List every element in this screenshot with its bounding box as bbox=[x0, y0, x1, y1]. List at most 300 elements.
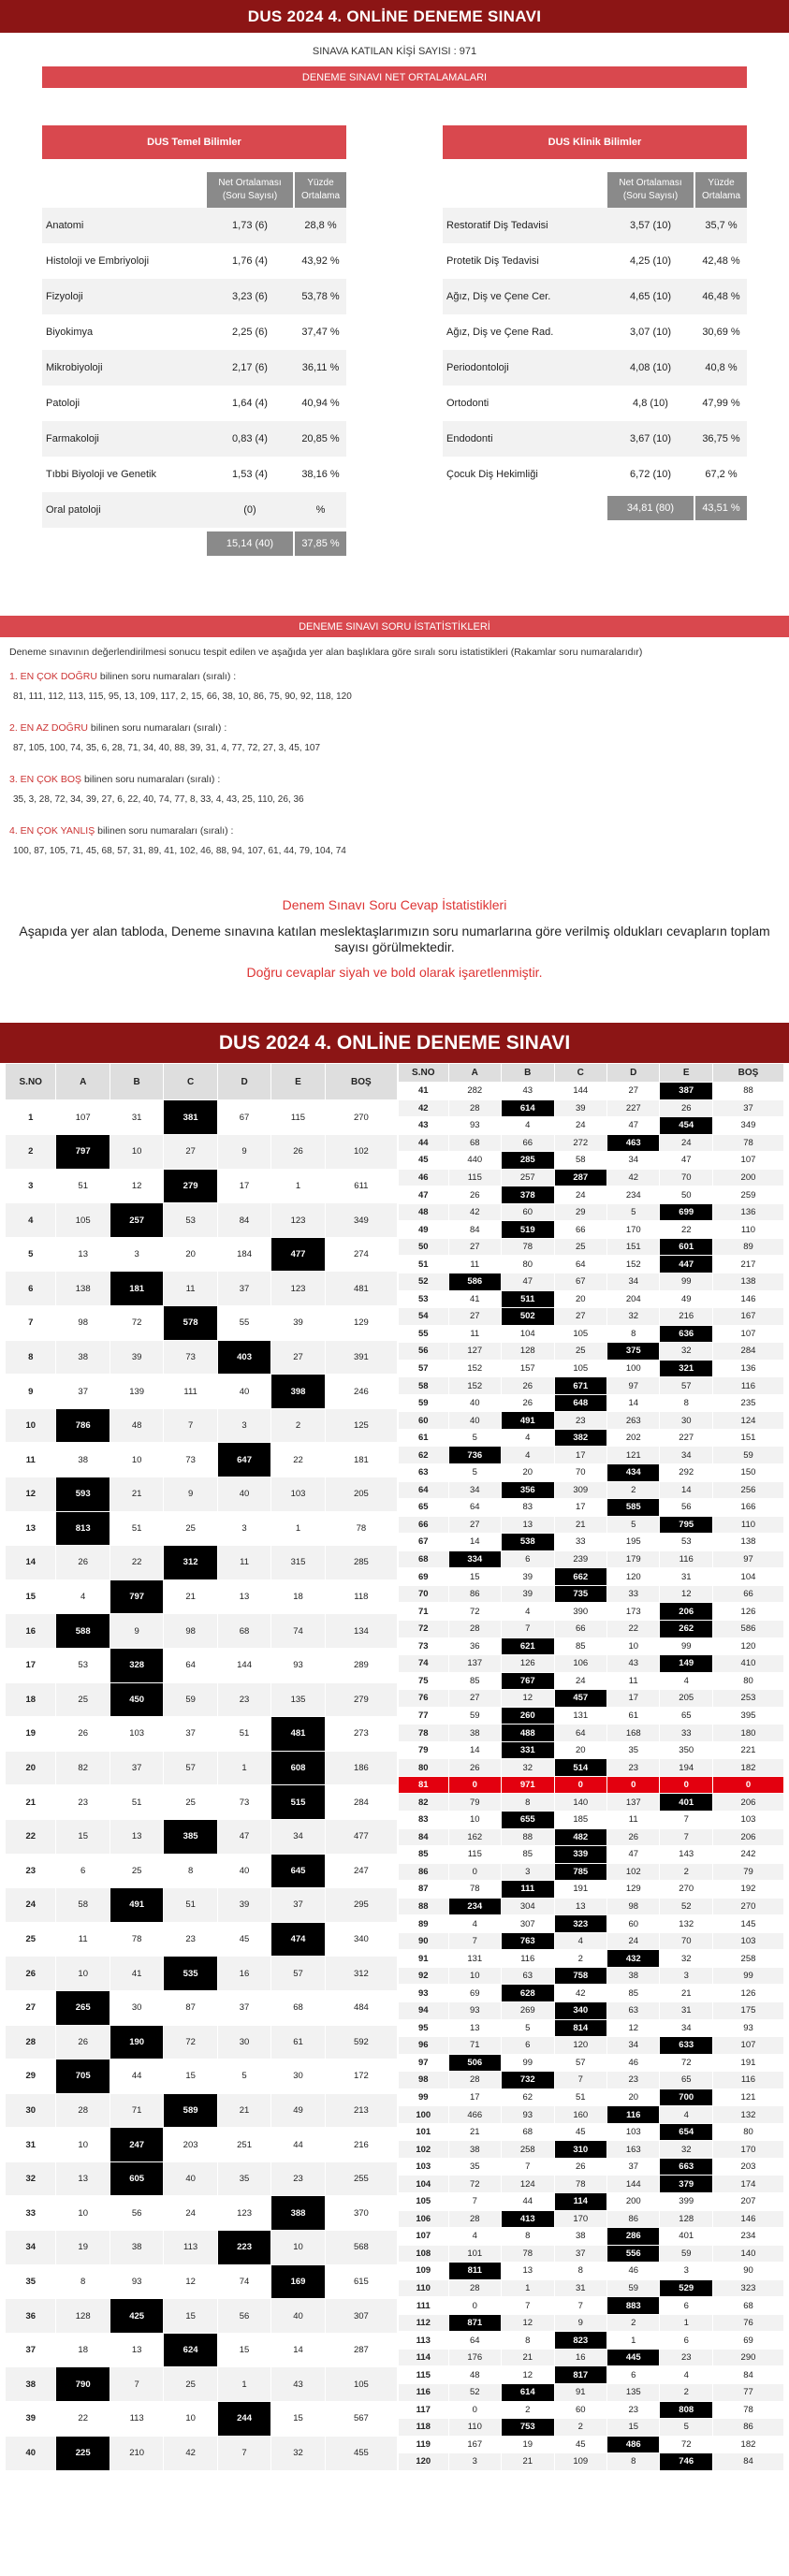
table-row bbox=[6, 1135, 398, 1170]
answer-count-e: 315 bbox=[271, 1546, 325, 1580]
question-number: 49 bbox=[399, 1221, 449, 1239]
table-row bbox=[399, 1377, 784, 1395]
answer-count-c: 21 bbox=[554, 1516, 606, 1534]
answer-count-c: 312 bbox=[164, 1546, 217, 1580]
net-average: 2,25 (6) bbox=[232, 327, 268, 338]
stat-heading-sub: bilinen soru numaraları (sıralı) : bbox=[81, 774, 221, 785]
answer-count-a: 26 bbox=[56, 2025, 110, 2059]
blank-count: 103 bbox=[712, 1811, 783, 1828]
table-row bbox=[399, 1238, 784, 1256]
table-row bbox=[399, 1967, 784, 1985]
question-number: 94 bbox=[399, 2001, 449, 2019]
table-row bbox=[399, 2001, 784, 2019]
answer-count-c: 382 bbox=[554, 1429, 606, 1447]
answer-count-c: 40 bbox=[164, 2161, 217, 2196]
table-row bbox=[399, 1672, 784, 1690]
blank-count: 259 bbox=[712, 1186, 783, 1204]
answer-count-a: 105 bbox=[56, 1203, 110, 1238]
answer-count-a: 107 bbox=[56, 1100, 110, 1135]
table-row bbox=[6, 1100, 398, 1135]
table-row bbox=[399, 2314, 784, 2332]
answer-count-e: 4 bbox=[660, 2106, 712, 2124]
answer-count-d: 179 bbox=[607, 1550, 660, 1568]
answer-count-d: 170 bbox=[607, 1221, 660, 1239]
answer-count-e: 601 bbox=[660, 1238, 712, 1256]
answer-count-b: 43 bbox=[502, 1083, 554, 1100]
blank-count: 105 bbox=[325, 2367, 397, 2402]
blank-count: 68 bbox=[712, 2297, 783, 2315]
subject-name: Tıbbi Biyoloji ve Genetik bbox=[46, 469, 156, 480]
blank-count: 99 bbox=[712, 1967, 783, 1985]
answer-count-d: 7 bbox=[217, 2436, 270, 2470]
question-number: 24 bbox=[6, 1888, 56, 1923]
table-row bbox=[399, 1620, 784, 1637]
answer-count-d: 23 bbox=[607, 2072, 660, 2089]
blank-count: 284 bbox=[712, 1343, 783, 1361]
table-row bbox=[6, 1203, 398, 1238]
answer-count-b: 80 bbox=[502, 1256, 554, 1273]
blank-count: 205 bbox=[325, 1477, 397, 1512]
table-row bbox=[6, 2196, 398, 2231]
question-number: 82 bbox=[399, 1794, 449, 1812]
question-number: 20 bbox=[6, 1751, 56, 1785]
answer-count-c: 758 bbox=[554, 1967, 606, 1985]
column-header: E bbox=[271, 1064, 325, 1100]
answer-count-d: 14 bbox=[607, 1394, 660, 1412]
answer-count-e: 1 bbox=[660, 2314, 712, 2332]
question-number: 72 bbox=[399, 1620, 449, 1637]
answer-count-e: 135 bbox=[271, 1682, 325, 1717]
answer-count-a: 138 bbox=[56, 1272, 110, 1306]
blank-count: 567 bbox=[325, 2402, 397, 2437]
answer-count-a: 10 bbox=[448, 1811, 501, 1828]
question-number: 106 bbox=[399, 2210, 449, 2228]
table-row bbox=[6, 1443, 398, 1477]
answer-count-c: 323 bbox=[554, 1915, 606, 1933]
blank-count: 258 bbox=[712, 1950, 783, 1968]
blank-count: 175 bbox=[712, 2001, 783, 2019]
answer-count-c: 53 bbox=[164, 1203, 217, 1238]
answer-count-b: 5 bbox=[502, 2019, 554, 2037]
answer-count-d: 13 bbox=[217, 1579, 270, 1614]
answer-count-d: 43 bbox=[607, 1655, 660, 1673]
answer-count-c: 37 bbox=[554, 2245, 606, 2263]
stat-question-list: 87, 105, 100, 74, 35, 6, 28, 71, 34, 40, 88, 39, 31, 4, 77, 72, 27, 3, 45, 107 bbox=[13, 743, 321, 753]
answer-count-c: 310 bbox=[554, 2141, 606, 2159]
percent-average-header: Yüzde Ortalama bbox=[695, 172, 747, 208]
answer-count-d: 56 bbox=[217, 2299, 270, 2334]
answer-count-b: 269 bbox=[502, 2001, 554, 2019]
table-row bbox=[6, 1957, 398, 1991]
table-row bbox=[399, 1603, 784, 1621]
answer-count-e: 149 bbox=[660, 1655, 712, 1673]
answer-count-b: 307 bbox=[502, 1915, 554, 1933]
stat-heading-key: 2. EN AZ DOĞRU bbox=[9, 722, 89, 734]
answer-count-c: 39 bbox=[554, 1099, 606, 1117]
table-header-row bbox=[6, 1064, 398, 1100]
answer-count-b: 753 bbox=[502, 2419, 554, 2437]
table-row bbox=[399, 2349, 784, 2366]
answer-count-a: 64 bbox=[448, 1499, 501, 1517]
answer-count-d: 34 bbox=[607, 2037, 660, 2055]
answer-count-b: 83 bbox=[502, 1499, 554, 1517]
table-row bbox=[399, 1464, 784, 1482]
question-number: 75 bbox=[399, 1672, 449, 1690]
subject-name: Oral patoloji bbox=[46, 504, 101, 516]
stats-band-label: DENEME SINAVI SORU İSTATİSTİKLERİ bbox=[299, 620, 490, 633]
table-row bbox=[399, 2245, 784, 2263]
answer-count-a: 48 bbox=[448, 2366, 501, 2384]
answer-count-e: 292 bbox=[660, 1464, 712, 1482]
table-row bbox=[399, 2297, 784, 2315]
blank-count: 287 bbox=[325, 2333, 397, 2367]
question-number: 36 bbox=[6, 2299, 56, 2334]
table-row bbox=[399, 1516, 784, 1534]
answer-count-d: 184 bbox=[217, 1237, 270, 1272]
average-row bbox=[443, 279, 747, 314]
temel-total bbox=[42, 531, 346, 556]
blank-count: 253 bbox=[712, 1690, 783, 1708]
answer-count-e: 608 bbox=[271, 1751, 325, 1785]
blank-count: 0 bbox=[712, 1776, 783, 1794]
question-number: 40 bbox=[6, 2436, 56, 2470]
average-row bbox=[443, 243, 747, 279]
answer-count-a: 78 bbox=[448, 1881, 501, 1899]
answer-count-a: 58 bbox=[56, 1888, 110, 1923]
question-number: 117 bbox=[399, 2401, 449, 2419]
answer-count-a: 41 bbox=[448, 1290, 501, 1308]
answer-count-d: 35 bbox=[607, 1741, 660, 1759]
answer-count-a: 36 bbox=[448, 1637, 501, 1655]
answer-count-a: 28 bbox=[448, 2072, 501, 2089]
table-row bbox=[399, 2072, 784, 2089]
blank-count: 97 bbox=[712, 1550, 783, 1568]
question-number: 35 bbox=[6, 2264, 56, 2299]
answer-count-c: 78 bbox=[554, 2176, 606, 2193]
answer-table-right bbox=[398, 1063, 784, 2471]
table-row bbox=[399, 1585, 784, 1603]
answer-count-b: 139 bbox=[110, 1375, 163, 1409]
question-number: 118 bbox=[399, 2419, 449, 2437]
klinik-total-net: 34,81 (80) bbox=[607, 496, 694, 520]
average-row bbox=[42, 243, 346, 279]
answer-count-b: 78 bbox=[502, 2245, 554, 2263]
answer-count-d: 163 bbox=[607, 2141, 660, 2159]
stat-heading-sub: bilinen soru numaraları (sıralı) : bbox=[95, 825, 234, 837]
question-number: 13 bbox=[6, 1511, 56, 1546]
answer-count-e: 270 bbox=[660, 1881, 712, 1899]
answer-count-e: 654 bbox=[660, 2123, 712, 2141]
blank-count: 207 bbox=[712, 2193, 783, 2211]
question-number: 43 bbox=[399, 1117, 449, 1135]
table-row bbox=[6, 1408, 398, 1443]
answer-count-e: 123 bbox=[271, 1272, 325, 1306]
blank-count: 90 bbox=[712, 2263, 783, 2280]
answer-count-c: 589 bbox=[164, 2093, 217, 2128]
answer-count-e: 116 bbox=[660, 1550, 712, 1568]
question-number: 33 bbox=[6, 2196, 56, 2231]
answer-count-e: 379 bbox=[660, 2176, 712, 2193]
answer-count-c: 17 bbox=[554, 1447, 606, 1464]
blank-count: 481 bbox=[325, 1272, 397, 1306]
table-row bbox=[399, 1759, 784, 1777]
question-number: 98 bbox=[399, 2072, 449, 2089]
answer-count-b: 72 bbox=[110, 1306, 163, 1341]
answer-count-a: 37 bbox=[56, 1375, 110, 1409]
answer-count-e: 40 bbox=[271, 2299, 325, 2334]
answer-count-b: 51 bbox=[110, 1511, 163, 1546]
table-row bbox=[399, 1846, 784, 1864]
answer-count-e: 34 bbox=[660, 1447, 712, 1464]
table-row bbox=[6, 2093, 398, 2128]
answer-count-c: 45 bbox=[554, 2436, 606, 2453]
answer-count-b: 38 bbox=[110, 2231, 163, 2265]
question-number: 110 bbox=[399, 2279, 449, 2297]
answer-count-a: 64 bbox=[448, 2332, 501, 2350]
blank-count: 116 bbox=[712, 2072, 783, 2089]
answer-count-d: 59 bbox=[607, 2279, 660, 2297]
answer-count-b: 104 bbox=[502, 1325, 554, 1343]
answer-count-e: 1 bbox=[271, 1511, 325, 1546]
table-row bbox=[399, 1915, 784, 1933]
klinik-rows bbox=[443, 208, 747, 492]
answer-count-e: 57 bbox=[660, 1377, 712, 1395]
answer-count-a: 38 bbox=[56, 1340, 110, 1375]
answer-count-b: 491 bbox=[110, 1888, 163, 1923]
answer-count-c: 24 bbox=[554, 1117, 606, 1135]
answer-count-a: 282 bbox=[448, 1083, 501, 1100]
question-number: 120 bbox=[399, 2453, 449, 2471]
answer-count-d: 34 bbox=[607, 1152, 660, 1170]
question-number: 10 bbox=[6, 1408, 56, 1443]
blank-count: 270 bbox=[712, 1898, 783, 1915]
blank-count: 246 bbox=[325, 1375, 397, 1409]
answer-count-b: 93 bbox=[110, 2264, 163, 2299]
column-header: D bbox=[607, 1064, 660, 1083]
answer-count-c: 390 bbox=[554, 1603, 606, 1621]
answer-count-d: 227 bbox=[607, 1099, 660, 1117]
answer-count-d: 67 bbox=[217, 1100, 270, 1135]
stat-question-list: 100, 87, 105, 71, 45, 68, 57, 31, 89, 41, 102, 46, 88, 94, 107, 61, 44, 79, 104, 74 bbox=[13, 846, 346, 856]
answer-count-d: 152 bbox=[607, 1256, 660, 1273]
blank-count: 247 bbox=[325, 1854, 397, 1888]
answer-count-e: 65 bbox=[660, 2072, 712, 2089]
table-row bbox=[6, 1648, 398, 1682]
answer-count-b: 8 bbox=[502, 2228, 554, 2246]
answer-count-e: 132 bbox=[660, 1915, 712, 1933]
table-row bbox=[399, 1499, 784, 1517]
answer-count-b: 103 bbox=[110, 1717, 163, 1752]
answer-count-a: 0 bbox=[448, 1863, 501, 1881]
answer-count-c: 279 bbox=[164, 1169, 217, 1203]
answer-count-a: 28 bbox=[56, 2093, 110, 2128]
answer-count-b: 4 bbox=[502, 1447, 554, 1464]
answer-count-d: 375 bbox=[607, 1343, 660, 1361]
table-row bbox=[6, 1854, 398, 1888]
question-number: 90 bbox=[399, 1932, 449, 1950]
answer-count-d: 39 bbox=[217, 1888, 270, 1923]
answer-count-a: 127 bbox=[448, 1343, 501, 1361]
answer-count-b: 12 bbox=[110, 1169, 163, 1203]
answer-count-d: 2 bbox=[607, 1481, 660, 1499]
answer-count-d: 137 bbox=[607, 1794, 660, 1812]
question-number: 51 bbox=[399, 1256, 449, 1273]
question-number: 46 bbox=[399, 1169, 449, 1186]
answer-count-a: 813 bbox=[56, 1511, 110, 1546]
question-number: 29 bbox=[6, 2059, 56, 2094]
blank-count: 289 bbox=[325, 1648, 397, 1682]
answer-count-c: 42 bbox=[554, 1985, 606, 2002]
question-number: 25 bbox=[6, 1922, 56, 1957]
answer-count-a: 593 bbox=[56, 1477, 110, 1512]
answer-count-b: 21 bbox=[110, 1477, 163, 1512]
answer-count-c: 9 bbox=[554, 2314, 606, 2332]
table-row bbox=[6, 1682, 398, 1717]
answer-count-b: 190 bbox=[110, 2025, 163, 2059]
answer-count-d: 102 bbox=[607, 1863, 660, 1881]
answer-count-d: 20 bbox=[607, 2088, 660, 2106]
question-number: 108 bbox=[399, 2245, 449, 2263]
column-header: B bbox=[110, 1064, 163, 1100]
table-row bbox=[399, 1776, 784, 1794]
answer-count-b: 488 bbox=[502, 1725, 554, 1742]
answer-count-b: 44 bbox=[110, 2059, 163, 2094]
answer-count-e: 57 bbox=[271, 1957, 325, 1991]
blank-count: 151 bbox=[712, 1429, 783, 1447]
percent-average: 37,47 % bbox=[301, 327, 340, 338]
answer-count-c: 24 bbox=[164, 2196, 217, 2231]
answer-count-b: 247 bbox=[110, 2128, 163, 2162]
question-number: 91 bbox=[399, 1950, 449, 1968]
answer-count-b: 3 bbox=[502, 1863, 554, 1881]
answer-count-c: 51 bbox=[164, 1888, 217, 1923]
answer-count-d: 432 bbox=[607, 1950, 660, 1968]
table-row bbox=[6, 2231, 398, 2265]
answer-count-a: 4 bbox=[448, 1915, 501, 1933]
answer-count-d: 23 bbox=[607, 1759, 660, 1777]
answer-count-a: 18 bbox=[56, 2333, 110, 2367]
subject-name: Çocuk Diş Hekimliği bbox=[446, 469, 538, 480]
answer-count-b: 4 bbox=[502, 1429, 554, 1447]
answer-count-c: 272 bbox=[554, 1134, 606, 1152]
answer-count-a: 51 bbox=[56, 1169, 110, 1203]
answer-count-c: 482 bbox=[554, 1828, 606, 1846]
blank-count: 172 bbox=[325, 2059, 397, 2094]
blank-count: 192 bbox=[712, 1881, 783, 1899]
blank-count: 93 bbox=[712, 2019, 783, 2037]
question-number: 68 bbox=[399, 1550, 449, 1568]
answer-count-a: 6 bbox=[56, 1854, 110, 1888]
question-number: 57 bbox=[399, 1360, 449, 1377]
table-row bbox=[399, 2193, 784, 2211]
answer-count-e: 4 bbox=[660, 1672, 712, 1690]
column-header: BOŞ bbox=[712, 1064, 783, 1083]
answer-count-a: 13 bbox=[56, 2161, 110, 2196]
answer-count-d: 63 bbox=[607, 2001, 660, 2019]
answer-count-c: 59 bbox=[164, 1682, 217, 1717]
answer-count-e: 6 bbox=[660, 2297, 712, 2315]
question-number: 109 bbox=[399, 2263, 449, 2280]
answer-count-a: 68 bbox=[448, 1134, 501, 1152]
answer-count-d: 40 bbox=[217, 1375, 270, 1409]
column-header: C bbox=[164, 1064, 217, 1100]
answer-count-c: 140 bbox=[554, 1794, 606, 1812]
answer-count-e: 388 bbox=[271, 2196, 325, 2231]
table-row bbox=[6, 1819, 398, 1854]
answer-count-e: 227 bbox=[660, 1429, 712, 1447]
answer-count-b: 7 bbox=[502, 2297, 554, 2315]
answer-count-c: 535 bbox=[164, 1957, 217, 1991]
question-number: 115 bbox=[399, 2366, 449, 2384]
answer-count-e: 99 bbox=[660, 1637, 712, 1655]
answer-count-a: 588 bbox=[56, 1614, 110, 1649]
table-row bbox=[399, 1741, 784, 1759]
answer-count-e: 23 bbox=[660, 2349, 712, 2366]
answer-count-e: 1 bbox=[271, 1169, 325, 1203]
answer-count-b: 1 bbox=[502, 2279, 554, 2297]
answer-count-b: 285 bbox=[502, 1152, 554, 1170]
answer-count-b: 655 bbox=[502, 1811, 554, 1828]
answer-count-d: 33 bbox=[607, 1585, 660, 1603]
answer-count-b: 68 bbox=[502, 2123, 554, 2141]
blank-count: 78 bbox=[325, 1511, 397, 1546]
answer-count-d: 123 bbox=[217, 2196, 270, 2231]
answer-count-d: 55 bbox=[217, 1306, 270, 1341]
answer-count-a: 5 bbox=[448, 1429, 501, 1447]
question-number: 89 bbox=[399, 1915, 449, 1933]
answer-count-d: 135 bbox=[607, 2384, 660, 2402]
answer-count-e: 8 bbox=[660, 1394, 712, 1412]
answer-count-c: 191 bbox=[554, 1881, 606, 1899]
answer-count-a: 137 bbox=[448, 1655, 501, 1673]
answer-count-a: 52 bbox=[448, 2384, 501, 2402]
question-number: 77 bbox=[399, 1707, 449, 1725]
blank-count: 349 bbox=[712, 1117, 783, 1135]
blank-count: 270 bbox=[325, 1100, 397, 1135]
table-row bbox=[6, 2025, 398, 2059]
column-header: D bbox=[217, 1064, 270, 1100]
table-row bbox=[6, 2436, 398, 2470]
answer-count-d: 204 bbox=[607, 1290, 660, 1308]
blank-count: 78 bbox=[712, 2401, 783, 2419]
question-number: 78 bbox=[399, 1725, 449, 1742]
answer-count-e: 6 bbox=[660, 2332, 712, 2350]
blank-count: 307 bbox=[325, 2299, 397, 2334]
answer-count-e: 350 bbox=[660, 1741, 712, 1759]
answer-count-b: 56 bbox=[110, 2196, 163, 2231]
answer-count-a: 13 bbox=[448, 2019, 501, 2037]
average-row bbox=[443, 421, 747, 457]
klinik-total bbox=[443, 496, 747, 520]
answer-count-b: 502 bbox=[502, 1308, 554, 1326]
answer-count-e: 387 bbox=[660, 1083, 712, 1100]
table-row bbox=[399, 2332, 784, 2350]
answer-count-e: 123 bbox=[271, 1203, 325, 1238]
answer-count-b: 31 bbox=[110, 1100, 163, 1135]
answer-count-c: 114 bbox=[554, 2193, 606, 2211]
answer-count-c: 45 bbox=[554, 2123, 606, 2141]
blank-count: 166 bbox=[712, 1499, 783, 1517]
table-row bbox=[399, 2436, 784, 2453]
answer-count-a: 26 bbox=[56, 1546, 110, 1580]
answer-count-e: 194 bbox=[660, 1759, 712, 1777]
blank-count: 290 bbox=[712, 2349, 783, 2366]
answer-count-e: 72 bbox=[660, 2054, 712, 2072]
answer-count-b: 257 bbox=[502, 1169, 554, 1186]
net-average: 1,76 (4) bbox=[232, 255, 268, 267]
answer-count-c: 2 bbox=[554, 1950, 606, 1968]
answer-count-d: 121 bbox=[607, 1447, 660, 1464]
